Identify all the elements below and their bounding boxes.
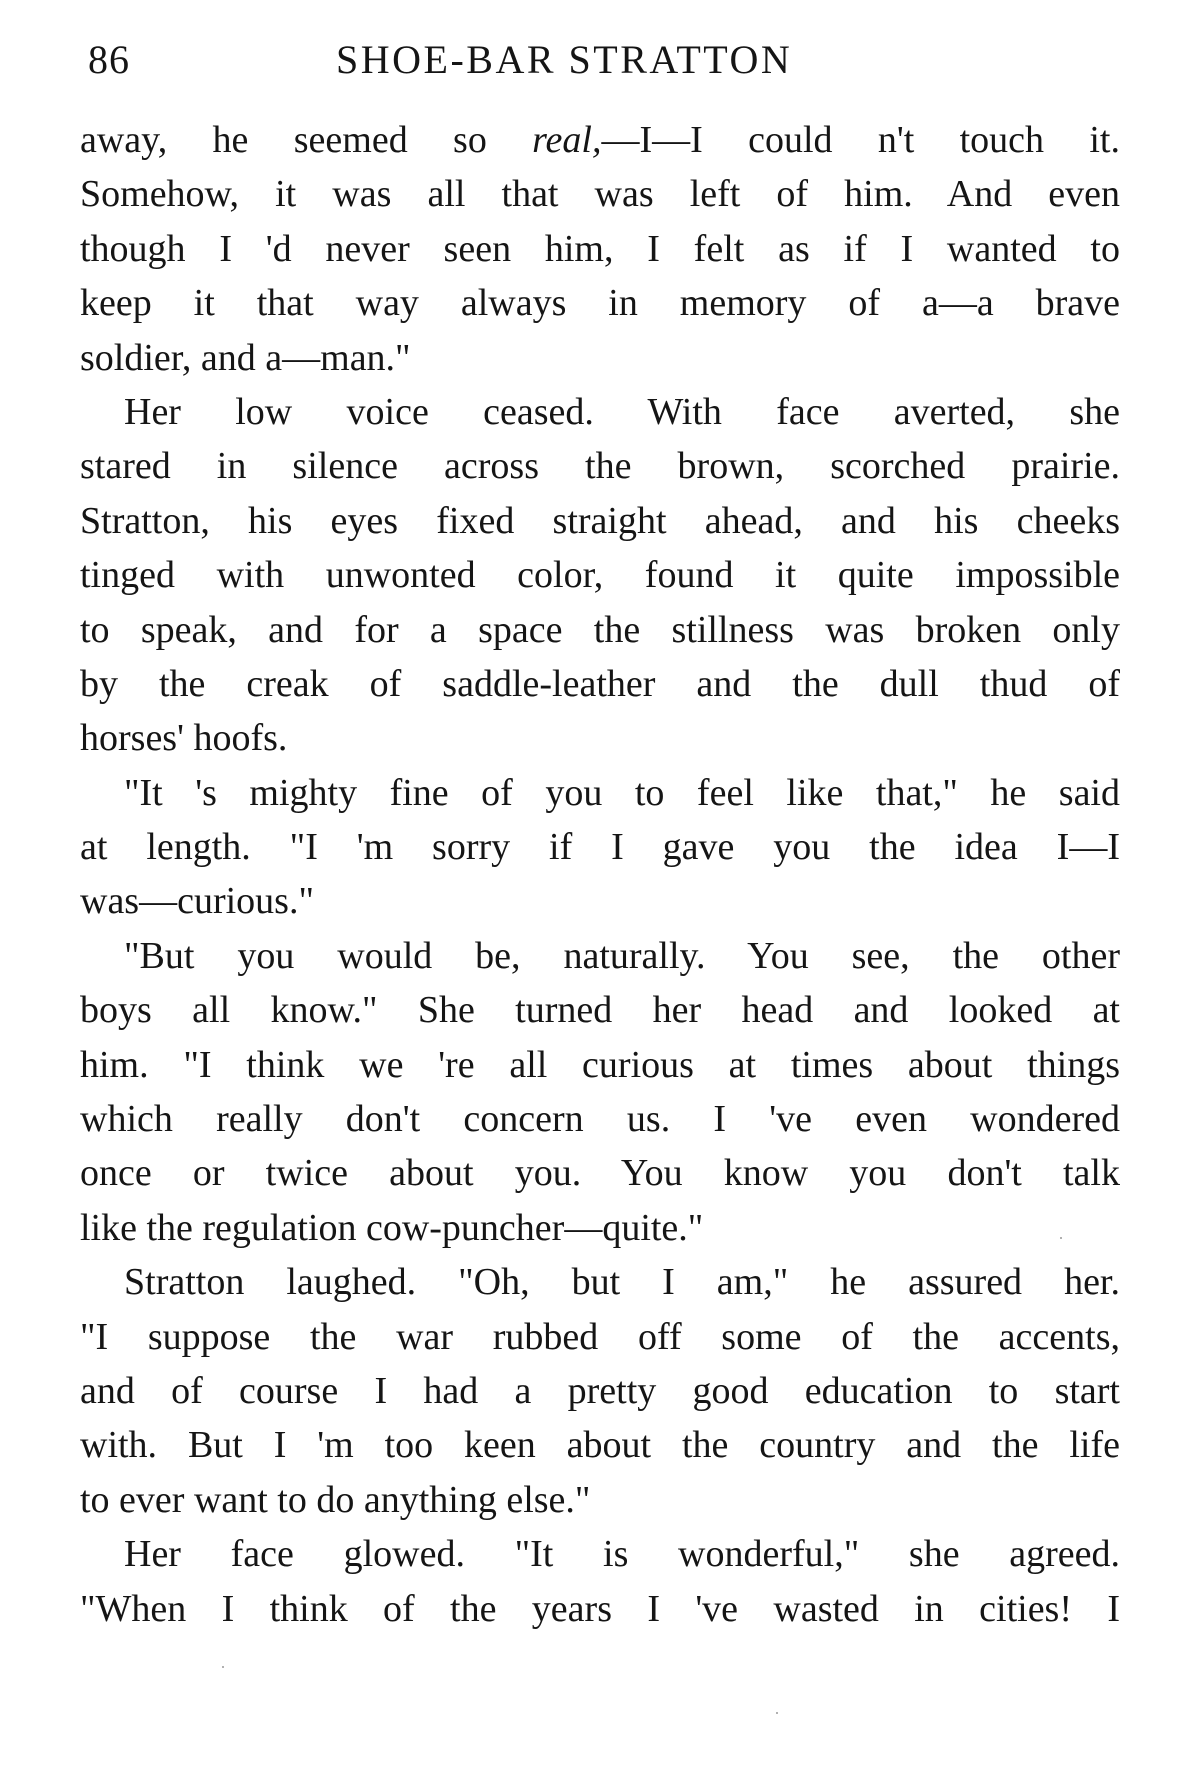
text-line: Her face glowed. "It is wonderful," she agreed. xyxy=(124,1533,1120,1576)
text-line: "But you would be, naturally. You see, the other xyxy=(124,934,1120,977)
text-line: and of course I had a pretty good education to start xyxy=(80,1369,1120,1412)
page-number: 86 xyxy=(88,37,130,82)
text-line: Stratton laughed. "Oh, but I am," he assured her. xyxy=(124,1261,1120,1304)
text-line: with. But I 'm too keen about the country and the life xyxy=(80,1424,1120,1467)
text-line: soldier, and a—man." xyxy=(80,336,411,379)
text-line: once or twice about you. You know you don't talk xyxy=(80,1152,1120,1195)
emphasized-word: real, xyxy=(532,119,602,161)
text-line: was—curious." xyxy=(80,880,314,923)
running-title: SHOE-BAR STRATTON xyxy=(336,37,793,82)
text-line: stared in silence across the brown, scorched prairie. xyxy=(80,445,1120,488)
page-body xyxy=(80,113,1120,1636)
text-line: him. "I think we 're all curious at times about things xyxy=(80,1043,1120,1086)
text-line: to ever want to do anything else." xyxy=(80,1478,591,1521)
text-line: keep it that way always in memory of a—a brave xyxy=(80,282,1120,325)
text-line: to speak, and for a space the stillness was broken only xyxy=(80,608,1120,651)
text-line: away, he seemed so real,—I—I could n't touch it. xyxy=(80,119,1120,161)
text-line: at length. "I 'm sorry if I gave you the idea I—I xyxy=(80,826,1120,869)
text-line: "When I think of the years I 've wasted in cities! I xyxy=(80,1587,1120,1630)
page-header xyxy=(88,30,1118,90)
text-line: "I suppose the war rubbed off some of the accents, xyxy=(80,1315,1120,1358)
text-line: though I 'd never seen him, I felt as if I wanted to xyxy=(80,227,1120,270)
text-line: boys all know." She turned her head and looked at xyxy=(80,989,1120,1032)
text-line: which really don't concern us. I 've even wondered xyxy=(80,1098,1120,1141)
paper-speck xyxy=(222,1666,224,1668)
paper-speck xyxy=(1060,1237,1062,1239)
text-line: by the creak of saddle-leather and the dull thud of xyxy=(80,662,1120,705)
text-line: tinged with unwonted color, found it quite impossible xyxy=(80,554,1120,597)
text-line: Somehow, it was all that was left of him. And even xyxy=(80,173,1120,216)
text-line: Her low voice ceased. With face averted, she xyxy=(124,390,1120,433)
text-line: "It 's mighty fine of you to feel like that," he said xyxy=(124,771,1120,814)
text-line: horses' hoofs. xyxy=(80,717,288,760)
text-line: like the regulation cow-puncher—quite." xyxy=(80,1206,704,1249)
paper-speck xyxy=(776,1712,778,1714)
text-line: Stratton, his eyes fixed straight ahead, and his cheeks xyxy=(80,499,1120,542)
